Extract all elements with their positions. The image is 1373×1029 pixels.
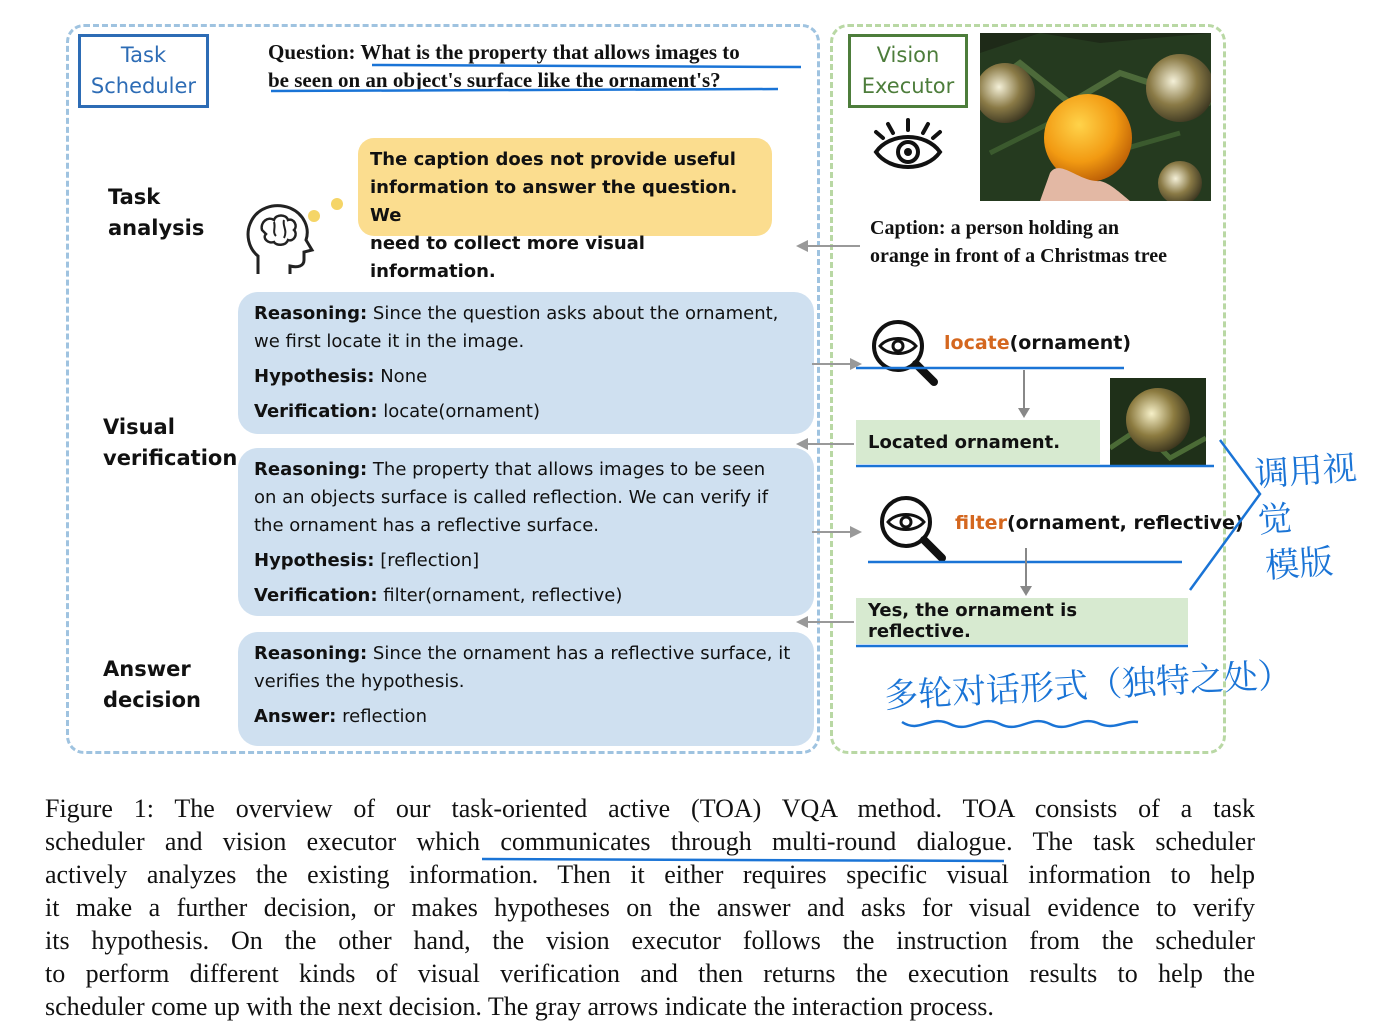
annotation-dialogue-note: 多轮对话形式（独特之处）: [883, 655, 1293, 717]
caption-underline: [480, 856, 1010, 864]
magnifier-eye-icon: [866, 316, 942, 388]
right-arrow-icon: [812, 354, 862, 374]
op-locate: locate(ornament): [944, 332, 1132, 354]
figure-caption: Figure 1: The overview of our task-oriented active (TOA) VQA method. TOA consists of a task scheduler and vision executor which communicates through multi-round dialogue. The task scheduler actively analyzes the existing information. Then it either requires specific visual information to help it make a further decision, or makes hypotheses on the answer and asks for visual evidence to verify its hypothesis. On the other hand, the vision executor follows the instruction from the scheduler to perform different kinds of visual verification and then returns the execution results to help the scheduler come up with the next decision. The gray arrows indicate the interaction process.: [45, 794, 1255, 1021]
stage-answer-decision: Answer decision: [103, 657, 201, 712]
left-arrow-icon: [796, 236, 862, 256]
op-locate-underline: [856, 366, 1126, 370]
answer-block: Reasoning: Since the ornament has a reflective surface, it verifies the hypothesis. Answer: reflection: [238, 632, 814, 746]
annotation-call-module: 调用视觉 模版: [1253, 448, 1359, 587]
op-filter: filter(ornament, reflective): [955, 512, 1244, 534]
stage-visual-verification: Visual verification: [103, 415, 238, 470]
annotation-wavy-underline: [900, 712, 1140, 736]
thought-bubble: The caption does not provide useful information to answer the question. We need to collect more visual information.: [358, 138, 772, 236]
vision-executor-label: Vision Executor: [848, 34, 968, 108]
question-text: Question: What is the property that allows images to be seen on an object's surface like the ornament's?: [268, 38, 808, 94]
question-underline: [268, 60, 808, 96]
magnifier-eye-icon-2: [874, 492, 950, 564]
result-located: Located ornament.: [856, 420, 1100, 464]
task-scheduler-label: Task Scheduler: [78, 34, 209, 108]
result-reflective: Yes, the ornament is reflective.: [856, 598, 1188, 644]
orange-photo: [980, 33, 1211, 201]
vision-caption: Caption: a person holding an orange in front of a Christmas tree: [870, 217, 1167, 267]
reasoning-block-2: Reasoning: The property that allows images to be seen on an objects surface is called reflection. We can verify if the ornament has a reflective surface. Hypothesis: [reflection] Verification: filter(ornament, reflective): [238, 448, 814, 616]
stage-task-analysis: Task analysis: [108, 185, 205, 240]
brain-head-icon: [240, 190, 360, 280]
eye-icon: [872, 116, 944, 174]
question-line-2: be seen on an object's surface like the ornament's?: [268, 68, 721, 92]
down-arrow-icon-2: [1018, 548, 1034, 598]
question-line-1: What is the property that allows images to: [360, 40, 740, 64]
reasoning-block-1: Reasoning: Since the question asks about the ornament, we first locate it in the image. Hypothesis: None Verification: locate(ornament): [238, 292, 814, 434]
right-arrow-icon-2: [812, 522, 862, 542]
left-arrow-icon-2: [796, 434, 856, 454]
result-reflective-underline: [856, 644, 1190, 648]
result-located-underline: [856, 464, 1216, 468]
down-arrow-icon: [1016, 370, 1032, 420]
left-arrow-icon-3: [796, 612, 856, 632]
